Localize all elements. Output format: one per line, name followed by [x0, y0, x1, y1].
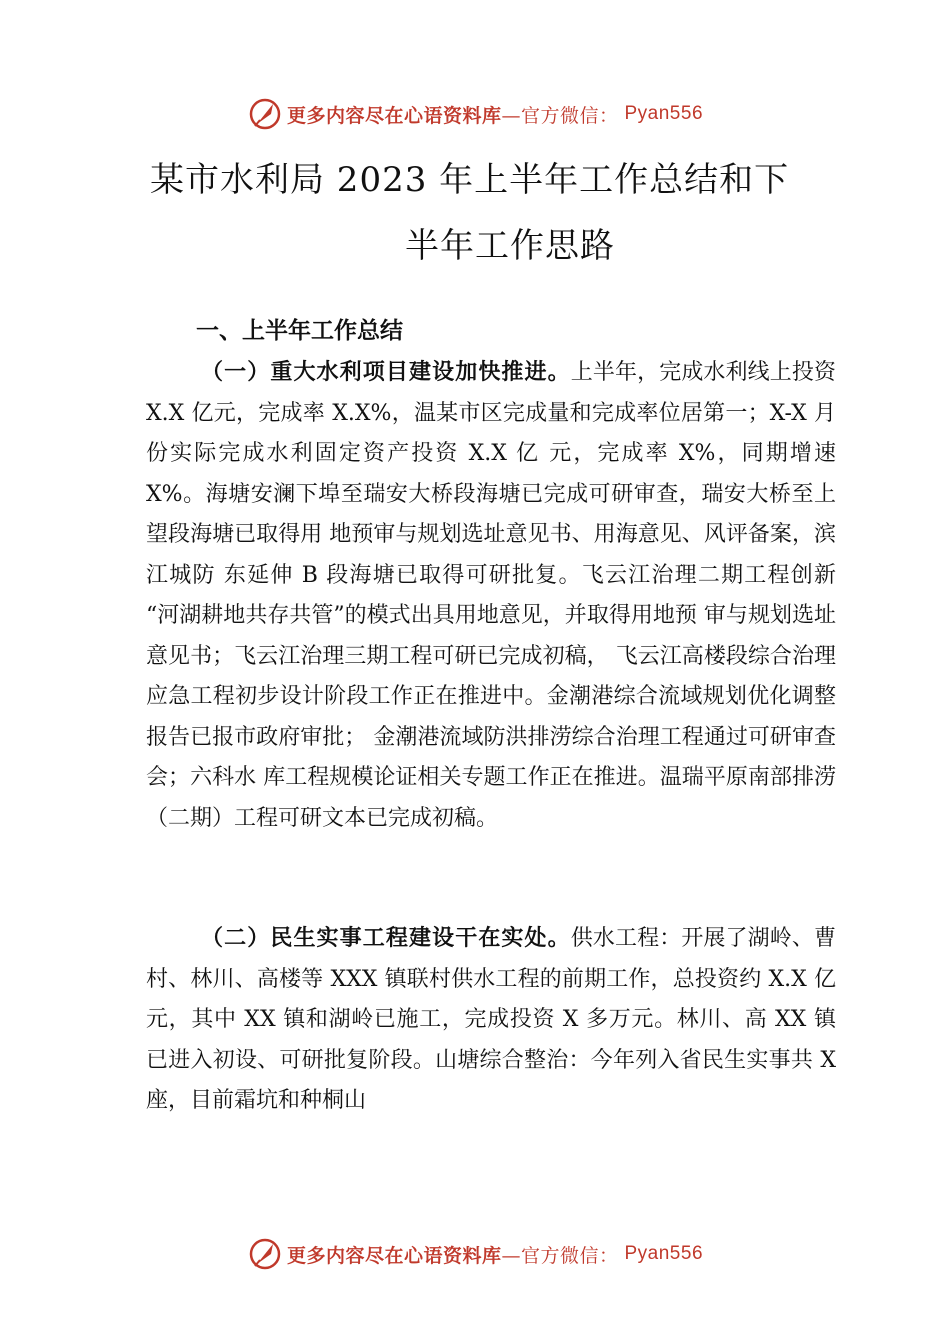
- document-title-line1: 某市水利局 2023 年上半年工作总结和下: [150, 160, 790, 200]
- watermark-label: —官方微信：: [501, 1244, 619, 1267]
- watermark-bottom: [0, 1234, 950, 1274]
- paragraph-2: [146, 918, 836, 1122]
- watermark-wechat-id: Pyan556: [624, 1243, 704, 1264]
- paragraph-2-text: 供水工程：开展了湖岭、曹村、林川、高楼等 XXX 镇联村供水工程的前期工作，总投资约 X.X 亿元，其中 XX 镇和湖岭已施工，完成投资 X 多万元。林川、高 XX 镇已进入初设、可研批复阶段。山塘综合整治：今年列入省民生实事共 X 座，目前霜坑和种桐山: [146, 926, 836, 1113]
- watermark-wechat-id: Pyan556: [624, 103, 704, 124]
- section-heading: 一、上半年工作总结: [196, 318, 403, 344]
- paragraph-1-text: 上半年，完成水利线上投资 X.X 亿元，完成率 X.X%，温某市区完成量和完成率位居第一；X-X 月份实际完成水利固定资产投资 X.X 亿 元，完成率 X%，同期增速 X%。海塘安澜下埠至瑞安大桥段海塘已完成可研审查，瑞安大桥至上望段海塘已取得用 地预审与规划选址意见书、用海意见、风评备案，滨江城防 东延伸 B 段海塘已取得可研批复。飞云江治理二期工程创新 “河湖耕地共存共管”的模式出具用地意见，并取得用地预 审与规划选址意见书；飞云江治理三期工程可研已完成初稿， 飞云江高楼段综合治理应急工程初步设计阶段工作正在推进中。金潮港综合流域规划优化调整报告已报市政府审批； 金潮港流域防洪排涝综合治理工程通过可研审查会；六科水 库工程规模论证相关专题工作正在推进。温瑞平原南部排涝（二期）工程可研文本已完成初稿。: [146, 360, 836, 831]
- watermark-main-text: 更多内容尽在心语资料库: [286, 1244, 502, 1267]
- paragraph-1-lead: （一）重大水利项目建设加快推进。: [201, 359, 571, 385]
- feather-pen-logo-icon: [247, 1236, 283, 1272]
- watermark-top: [0, 94, 950, 134]
- feather-pen-logo-icon: [247, 96, 283, 132]
- watermark-main-text: 更多内容尽在心语资料库: [286, 104, 502, 127]
- paragraph-1: [146, 352, 836, 839]
- watermark-label: —官方微信：: [501, 104, 619, 127]
- paragraph-2-lead: （二）民生实事工程建设干在实处。: [201, 925, 571, 951]
- document-title-line2: 半年工作思路: [405, 226, 615, 266]
